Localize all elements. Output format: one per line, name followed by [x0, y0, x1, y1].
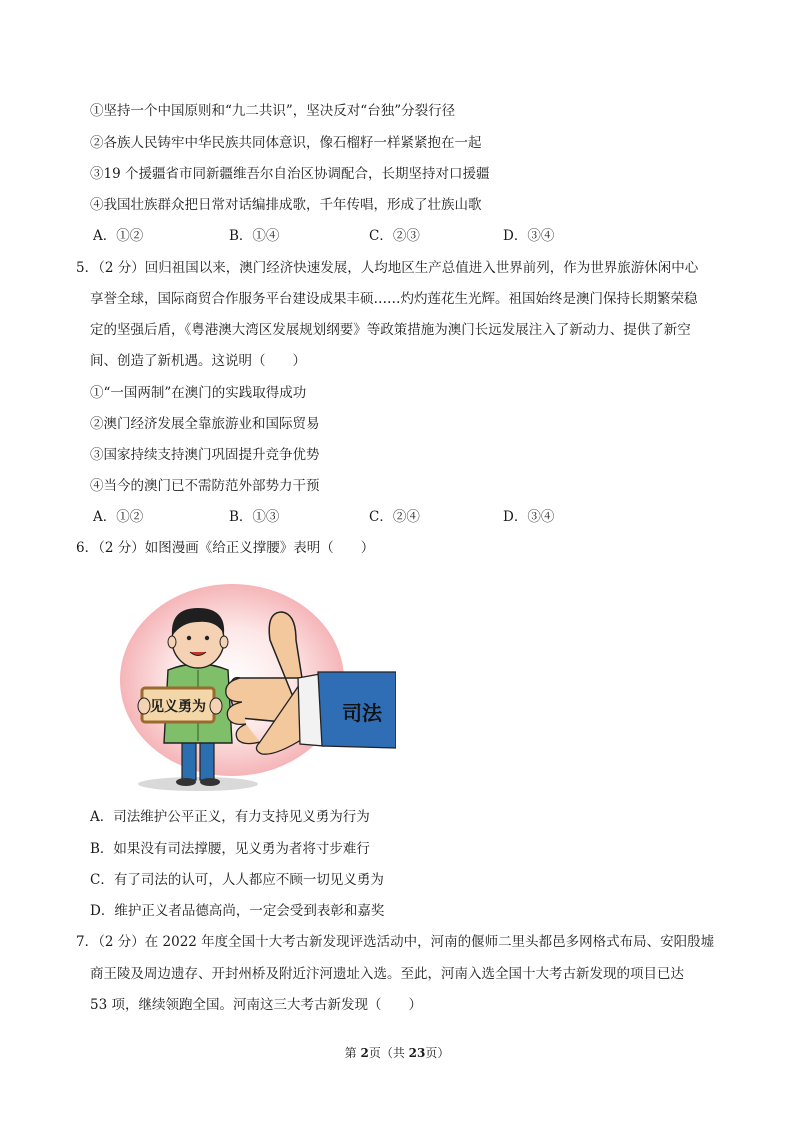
q4-item-1: ①坚持一个中国原则和“九二共识”，坚决反对“台独”分裂行径 — [90, 103, 456, 119]
q5-option-a: A．①② — [93, 509, 144, 525]
boy-left-leg — [182, 738, 196, 780]
q5-item-3: ③国家持续支持澳门巩固提升竞争优势 — [90, 447, 320, 463]
q5-stem-line-4: 间、创造了新机遇。这说明（ ） — [90, 353, 306, 369]
q6-option-b: B．如果没有司法撑腰，见义勇为者将寸步难行 — [90, 841, 370, 857]
footer-total-pages: 23 — [408, 1046, 426, 1060]
boy-left-eye — [187, 636, 191, 640]
q5-option-d: D．③④ — [503, 509, 555, 525]
boy-left-hand — [138, 698, 150, 714]
cartoon-image — [120, 578, 396, 792]
boy-left-shoe — [176, 778, 196, 786]
q5-option-c: C．②④ — [369, 509, 420, 525]
q4-option-d: D．③④ — [503, 228, 555, 244]
boy-right-ear — [220, 636, 228, 648]
page-footer — [0, 1044, 794, 1061]
q6-option-a: A．司法维护公平正义，有力支持见义勇为行为 — [90, 809, 370, 825]
boy-left-ear — [168, 636, 176, 648]
boy-right-leg — [200, 738, 214, 780]
boy-right-eye — [205, 636, 209, 640]
q4-option-a: A．①② — [93, 228, 144, 244]
q6-option-c: C．有了司法的认可，人人都应不顾一切见义勇为 — [90, 872, 384, 888]
sleeve-text: 司法 — [342, 701, 382, 725]
footer-middle: 页（共 — [368, 1046, 409, 1060]
q5-stem-line-3: 定的坚强后盾，《粤港澳大湾区发展规划纲要》等政策措施为澳门长远发展注入了新动力、提供了新空 — [90, 322, 691, 338]
boy-right-shoe — [200, 778, 220, 786]
q4-item-2: ②各族人民铸牢中华民族共同体意识，像石榴籽一样紧紧抱在一起 — [90, 135, 482, 151]
footer-prefix: 第 — [344, 1046, 361, 1060]
sign-text: 见义勇为 — [150, 699, 206, 715]
q6-option-d: D．维护正义者品德高尚，一定会受到表彰和嘉奖 — [90, 903, 385, 919]
q7-stem-line-3: 53 项，继续领跑全国。河南这三大考古新发现（ ） — [90, 997, 422, 1013]
footer-suffix: 页） — [425, 1046, 450, 1060]
q5-stem-line-2: 享誉全球，国际商贸合作服务平台建设成果丰硕……灼灼莲花生光辉。祖国始终是澳门保持长期繁荣稳 — [90, 291, 698, 307]
q5-item-4: ④当今的澳门已不需防范外部势力干预 — [90, 478, 320, 494]
boy-right-hand — [210, 698, 222, 714]
footer-page-number: 2 — [360, 1046, 369, 1060]
q5-item-1: ①“一国两制”在澳门的实践取得成功 — [90, 385, 307, 401]
q5-item-2: ②澳门经济发展全靠旅游业和国际贸易 — [90, 416, 320, 432]
ground-shadow — [138, 777, 258, 791]
q5-stem-line-1: 5．（2 分）回归祖国以来，澳门经济快速发展，人均地区生产总值进入世界前列，作为世界旅游休闲中心 — [76, 260, 699, 276]
q4-option-b: B．①④ — [229, 228, 280, 244]
q6-stem: 6．（2 分）如图漫画《给正义撑腰》表明（ ） — [76, 540, 375, 556]
q4-item-3: ③19 个援疆省市同新疆维吾尔自治区协调配合，长期坚持对口援疆 — [90, 166, 490, 182]
q4-item-4: ④我国壮族群众把日常对话编排成歌，千年传唱，形成了壮族山歌 — [90, 197, 482, 213]
q5-option-b: B．①③ — [229, 509, 280, 525]
q7-stem-line-2: 商王陵及周边遗存、开封州桥及附近汴河遗址入选。至此，河南入选全国十大考古新发现的项目已达 — [90, 966, 684, 982]
q4-option-c: C．②③ — [369, 228, 420, 244]
q7-stem-line-1: 7．（2 分）在 2022 年度全国十大考古新发现评选活动中，河南的偃师二里头都邑多网格式布局、安阳殷墟 — [76, 934, 715, 950]
